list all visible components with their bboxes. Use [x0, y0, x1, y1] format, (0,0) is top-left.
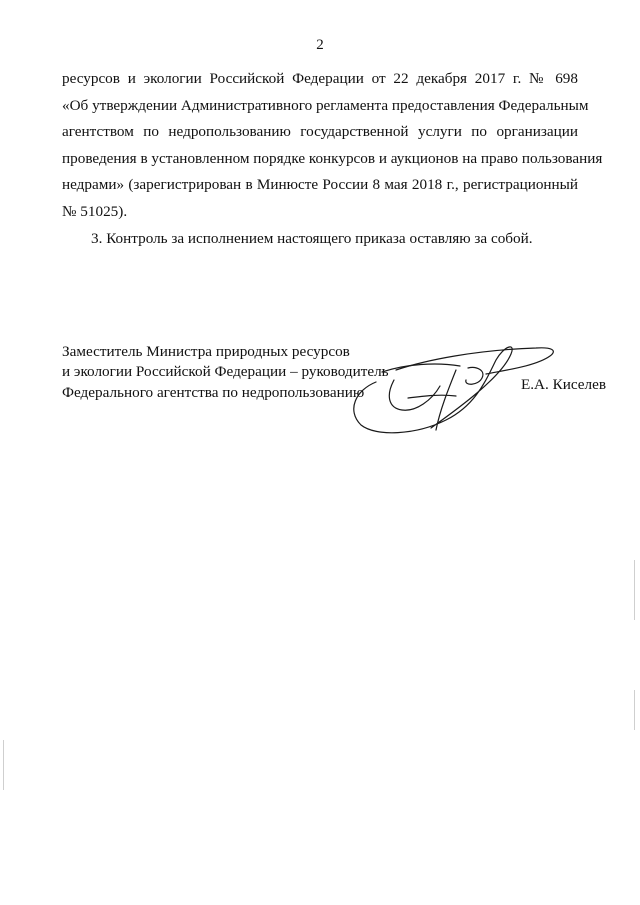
- document-body: [62, 66, 603, 252]
- signer-title-line: Федерального агентства по недропользованию: [62, 383, 365, 401]
- scan-artifact: [3, 740, 4, 790]
- paragraph-line: проведения в установленном порядке конкурсов и аукционов на право пользования: [62, 149, 603, 167]
- scan-artifact: [634, 560, 635, 620]
- paragraph-line: «Об утверждении Административного регламента предоставления Федеральным: [62, 96, 589, 114]
- signer-title-line: Заместитель Министра природных ресурсов: [62, 343, 350, 360]
- signer-title-line: и экологии Российской Федерации – руководитель: [62, 363, 389, 381]
- scan-artifact: [634, 690, 635, 730]
- paragraph-line: № 51025).: [62, 202, 128, 220]
- paragraph-line: ресурсов и экологии Российской Федерации от 22 декабря 2017 г. № 698: [62, 70, 578, 87]
- signer-name: Е.А. Киселев: [520, 376, 606, 393]
- paragraph-3: 3. Контроль за исполнением настоящего приказа оставляю за собой.: [91, 229, 533, 247]
- page-number: 2: [316, 37, 324, 53]
- paragraph-line: агентством по недропользованию государственной услуги по организации: [62, 123, 578, 141]
- paragraph-line: недрами» (зарегистрирован в Минюсте России 8 мая 2018 г., регистрационный: [62, 176, 578, 194]
